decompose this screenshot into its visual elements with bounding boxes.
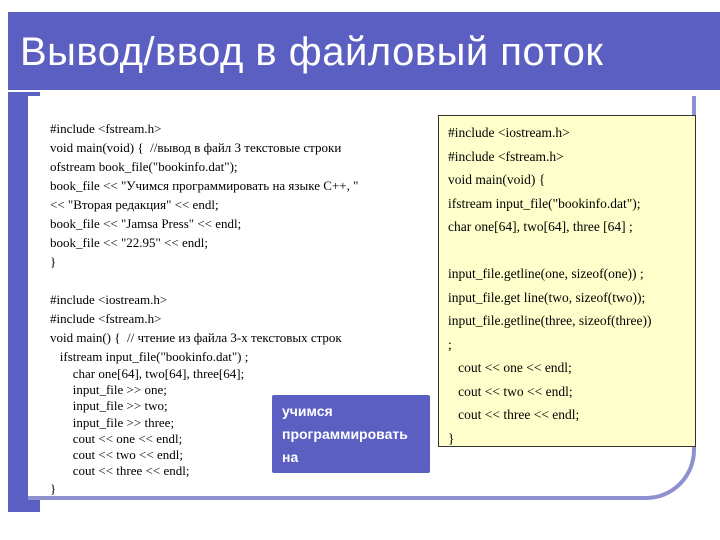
code-line: book_file << "22.95" << endl; xyxy=(50,235,209,250)
code-line: } xyxy=(448,430,455,446)
code-line: cout << two << endl; xyxy=(50,447,183,463)
code-line: } xyxy=(50,481,57,497)
code-block-getline xyxy=(448,121,652,450)
code-line: cout << one << endl; xyxy=(448,360,572,375)
code-line: input_file >> one; xyxy=(50,382,167,398)
code-line: char one[64], two[64], three[64]; xyxy=(50,366,245,381)
code-line: ofstream book_file("bookinfo.dat"); xyxy=(50,159,238,174)
code-line: #include <iostream.h> xyxy=(448,125,570,140)
code-line: input_file >> three; xyxy=(50,414,175,430)
code-line: input_file >> two; xyxy=(50,398,168,414)
code-line: input_file.getline(three, sizeof(three)) xyxy=(448,313,652,328)
code-line: void main(void) { //вывод в файл 3 текстовые строки xyxy=(50,140,342,155)
code-line: book_file << "Учимся программировать на языке С++, " xyxy=(50,178,359,193)
code-line: input_file.getline(one, sizeof(one)) ; xyxy=(448,266,644,281)
code-line: #include <fstream.h> xyxy=(448,148,564,164)
callout-text: учимся программировать на xyxy=(282,403,408,465)
code-line: #include <fstream.h> xyxy=(50,311,162,326)
code-line: void main(void) { xyxy=(448,172,546,187)
code-line xyxy=(448,239,652,263)
code-line: cout << one << endl; xyxy=(50,430,183,446)
page-title: Вывод/ввод в файловый поток xyxy=(20,30,604,74)
code-line: ifstream input_file("bookinfo.dat"); xyxy=(448,195,641,211)
code-line: } xyxy=(50,254,57,269)
code-line: book_file << "Jamsa Press" << endl; xyxy=(50,216,242,231)
code-line: #include <iostream.h> xyxy=(50,292,168,307)
code-line: void main() { // чтение из файла 3-х текстовых строк xyxy=(50,330,342,345)
title-underline xyxy=(8,92,640,95)
code-block-write xyxy=(50,119,358,271)
code-line: input_file.get line(two, sizeof(two)); xyxy=(448,289,646,305)
code-line: cout << two << endl; xyxy=(448,383,573,399)
code-line: cout << three << endl; xyxy=(50,463,190,479)
code-line: char one[64], two[64], three [64] ; xyxy=(448,219,633,234)
code-line: cout << three << endl; xyxy=(448,407,580,422)
code-line: ; xyxy=(448,336,452,352)
code-line: << "Вторая редакция" << endl; xyxy=(50,197,219,212)
code-line: ifstream input_file("bookinfo.dat") ; xyxy=(50,349,249,364)
code-line: #include <fstream.h> xyxy=(50,121,162,136)
